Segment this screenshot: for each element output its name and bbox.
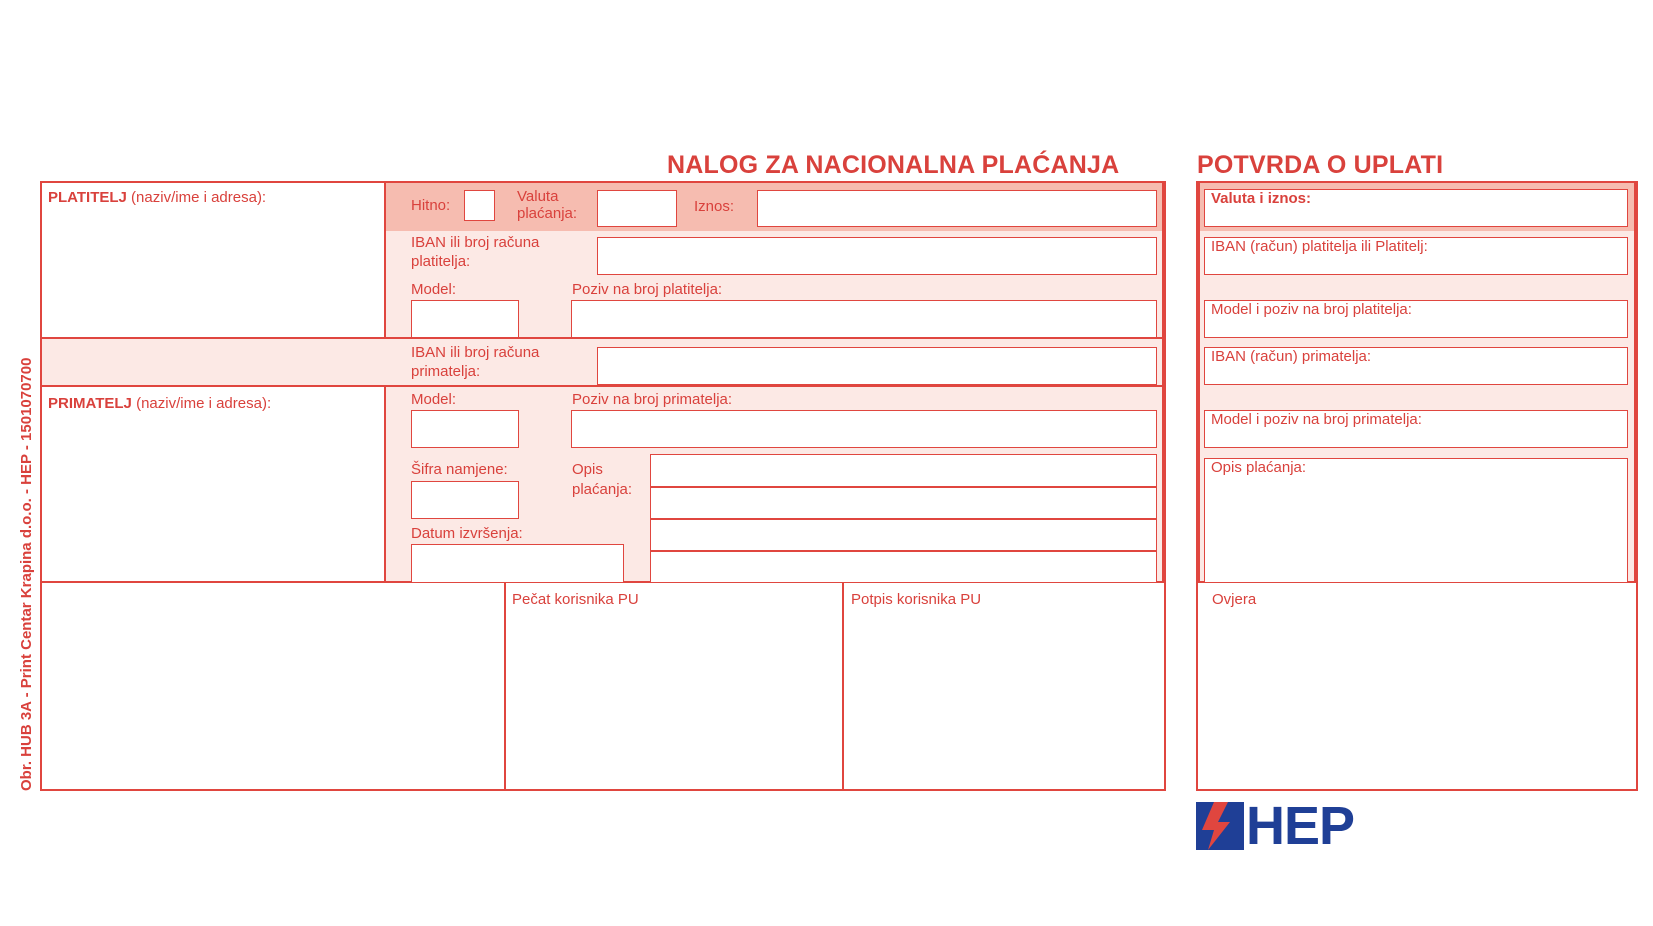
potvrda-iban-primatelja-label: IBAN (račun) primatelja: bbox=[1211, 348, 1372, 365]
sifra-namjene-input[interactable] bbox=[411, 481, 519, 519]
divider bbox=[40, 385, 1166, 387]
potvrda-opis-placanja-box[interactable] bbox=[1204, 458, 1628, 582]
pecat-area[interactable] bbox=[506, 612, 840, 789]
poziv-platitelja-input[interactable] bbox=[571, 300, 1157, 338]
poziv-primatelja-label: Poziv na broj primatelja: bbox=[572, 391, 733, 408]
potvrda-left-thick-edge bbox=[1196, 181, 1200, 583]
platitelj-label: PLATITELJ (naziv/ime i adresa): bbox=[48, 189, 267, 206]
opis-label-2: plaćanja: bbox=[572, 481, 633, 498]
valuta-input[interactable] bbox=[597, 190, 677, 227]
opis-label-1: Opis bbox=[572, 461, 603, 478]
potvrda-iban-primatelja-box[interactable] bbox=[1204, 347, 1628, 385]
model-primatelja-label: Model: bbox=[411, 391, 457, 408]
divider bbox=[384, 181, 386, 339]
iban-platitelja-label-2: platitelja: bbox=[411, 253, 471, 270]
divider bbox=[842, 581, 844, 791]
ovjera-label: Ovjera bbox=[1212, 591, 1257, 608]
platitelj-address-area[interactable] bbox=[42, 210, 382, 335]
opis-line bbox=[651, 550, 1156, 552]
opis-line bbox=[651, 486, 1156, 488]
potvrda-iban-platitelja-label: IBAN (račun) platitelja ili Platitelj: bbox=[1211, 238, 1428, 255]
model-platitelja-label: Model: bbox=[411, 281, 457, 298]
model-platitelja-input[interactable] bbox=[411, 300, 519, 338]
potvrda-right-thick-edge bbox=[1634, 181, 1638, 583]
model-primatelja-input[interactable] bbox=[411, 410, 519, 448]
potvrda-opis-placanja-label: Opis plaćanja: bbox=[1211, 459, 1307, 476]
primatelj-address-area[interactable] bbox=[42, 416, 382, 579]
hep-logo-mark-icon bbox=[1196, 802, 1244, 850]
potpis-area[interactable] bbox=[845, 612, 1161, 789]
potvrda-model-poziv-platitelja-box[interactable] bbox=[1204, 300, 1628, 338]
potvrda-model-poziv-platitelja-label: Model i poziv na broj platitelja: bbox=[1211, 301, 1412, 318]
iban-primatelja-input[interactable] bbox=[597, 347, 1157, 385]
datum-izvrsenja-label: Datum izvršenja: bbox=[411, 525, 523, 542]
potvrda-model-poziv-primatelja-box[interactable] bbox=[1204, 410, 1628, 448]
hep-logo-text: HEP bbox=[1246, 796, 1355, 856]
iban-platitelja-input[interactable] bbox=[597, 237, 1157, 275]
iznos-label: Iznos: bbox=[694, 198, 735, 215]
hep-logo bbox=[1196, 796, 1355, 856]
valuta-label-line2: plaćanja: bbox=[517, 205, 578, 222]
nalog-bottom-blank-area bbox=[42, 583, 503, 789]
opis-line bbox=[651, 518, 1156, 520]
ovjera-area[interactable] bbox=[1200, 612, 1634, 789]
potpis-label: Potpis korisnika PU bbox=[851, 591, 982, 608]
potvrda-title: POTVRDA O UPLATI bbox=[1197, 151, 1444, 179]
hitno-label: Hitno: bbox=[411, 197, 451, 214]
iznos-input[interactable] bbox=[757, 190, 1157, 227]
valuta-iznos-label: Valuta i iznos: bbox=[1211, 190, 1312, 207]
form-code-side-text: Obr. HUB 3A - Print Centar Krapina d.o.o. - HEP - 1501070700 bbox=[18, 357, 35, 791]
iban-primatelja-label-1: IBAN ili broj računa bbox=[411, 344, 540, 361]
primatelj-label: PRIMATELJ (naziv/ime i adresa): bbox=[48, 395, 272, 412]
valuta-iznos-box[interactable] bbox=[1204, 189, 1628, 227]
iban-primatelja-label-2: primatelja: bbox=[411, 363, 481, 380]
hitno-checkbox[interactable] bbox=[464, 190, 495, 221]
poziv-platitelja-label: Poziv na broj platitelja: bbox=[572, 281, 723, 298]
potvrda-model-poziv-primatelja-label: Model i poziv na broj primatelja: bbox=[1211, 411, 1422, 428]
iban-platitelja-label-1: IBAN ili broj računa bbox=[411, 234, 540, 251]
datum-izvrsenja-input[interactable] bbox=[411, 544, 624, 582]
divider bbox=[384, 385, 386, 583]
poziv-primatelja-input[interactable] bbox=[571, 410, 1157, 448]
opis-placanja-input[interactable] bbox=[650, 454, 1157, 582]
nalog-right-thick-edge bbox=[1162, 181, 1166, 583]
pecat-label: Pečat korisnika PU bbox=[512, 591, 639, 608]
valuta-label-line1: Valuta bbox=[517, 188, 559, 205]
potvrda-iban-platitelja-box[interactable] bbox=[1204, 237, 1628, 275]
nalog-title: NALOG ZA NACIONALNA PLAĆANJA bbox=[667, 151, 1120, 179]
sifra-namjene-label: Šifra namjene: bbox=[411, 461, 508, 478]
